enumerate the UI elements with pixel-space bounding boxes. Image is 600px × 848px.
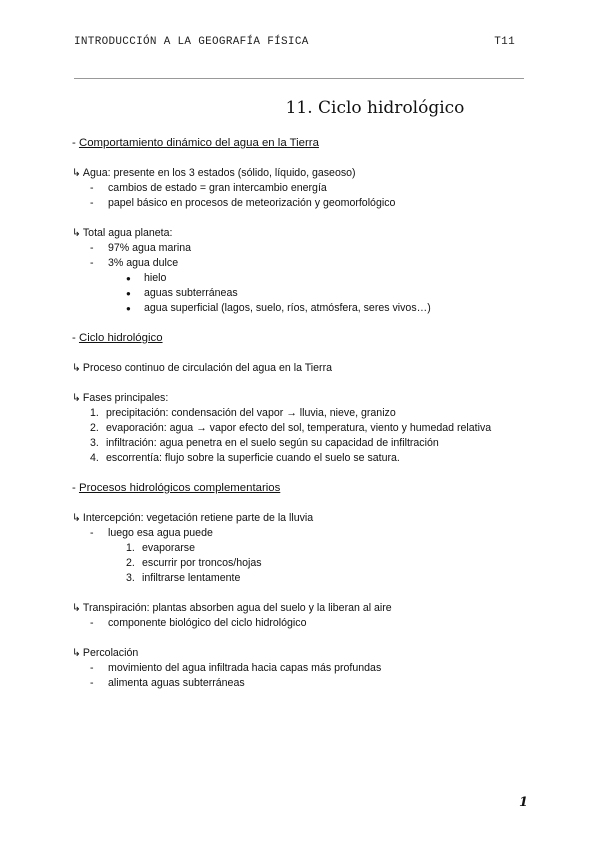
page-title (0, 98, 600, 118)
list-item-total (72, 226, 532, 241)
list-item-text: Intercepción: vegetación retiene parte de la lluvia (82, 512, 314, 524)
list-item-text: componente biológico del ciclo hidrológico (108, 617, 307, 629)
list-item (72, 271, 532, 286)
header-divider (74, 78, 524, 79)
list-item-text: Fases principales: (82, 392, 169, 404)
list-item-text: evaporación: agua → vapor efecto del sol, temperatura, viento y humedad relativa (106, 422, 492, 434)
dash-marker: - (90, 527, 94, 539)
arrow-icon: ↳ (72, 362, 81, 374)
list-item-text: infiltrarse lentamente (142, 572, 241, 584)
list-item-intercepcion (72, 511, 532, 526)
arrow-icon: ↳ (72, 227, 81, 239)
dash-marker: - (90, 242, 94, 254)
list-item-text: escurrir por troncos/hojas (142, 557, 262, 569)
list-number: 2. (126, 557, 135, 569)
arrow-icon: ↳ (72, 647, 81, 659)
list-item (72, 421, 532, 436)
dash-marker: - (90, 182, 94, 194)
list-item (72, 676, 532, 691)
section-heading-ciclo (72, 331, 532, 346)
dash-marker: - (90, 677, 94, 689)
list-item (72, 526, 532, 541)
list-item-text: Agua: presente en los 3 estados (sólido, líquido, gaseoso) (82, 167, 356, 179)
list-item (72, 436, 532, 451)
dash-marker: - (90, 617, 94, 629)
list-item (72, 301, 532, 316)
arrow-icon: ↳ (72, 167, 81, 179)
list-item-text: luego esa agua puede (108, 527, 213, 539)
header-topic-code: T11 (494, 36, 515, 48)
dash-marker: - (90, 662, 94, 674)
list-item (72, 241, 532, 256)
list-item-text: aguas subterráneas (144, 287, 238, 299)
list-item (72, 181, 532, 196)
bullet-icon: ● (126, 274, 131, 283)
list-item-text: movimiento del agua infiltrada hacia capas más profundas (108, 662, 382, 674)
list-item-text: Percolación (82, 647, 139, 659)
section-prefix: - (72, 137, 79, 149)
list-item-text: alimenta aguas subterráneas (108, 677, 245, 689)
list-item (72, 256, 532, 271)
list-item-text: hielo (144, 272, 167, 284)
section-heading-text: Procesos hidrológicos complementarios (78, 482, 281, 494)
section-heading-text: Comportamiento dinámico del agua en la Tierra (78, 137, 319, 149)
list-number: 4. (90, 452, 99, 464)
document-body (72, 136, 532, 691)
list-item-proceso (72, 361, 532, 376)
list-item-text: agua superficial (lagos, suelo, ríos, atmósfera, seres vivos…) (144, 302, 431, 314)
page-number: 1 (518, 795, 528, 810)
list-number: 3. (126, 572, 135, 584)
list-item-text: evaporarse (142, 542, 195, 554)
list-item-text: papel básico en procesos de meteorización y geomorfológico (108, 197, 396, 209)
list-item (72, 661, 532, 676)
dash-marker: - (90, 257, 94, 269)
list-item-text: 97% agua marina (108, 242, 192, 254)
section-heading-procesos (72, 481, 532, 496)
page-title-text: 11. Ciclo hidrológico (285, 98, 465, 118)
section-heading-text: Ciclo hidrológico (78, 332, 163, 344)
list-number: 2. (90, 422, 99, 434)
list-item-text: escorrentía: flujo sobre la superficie cuando el suelo se satura. (106, 452, 400, 464)
header-course-title: INTRODUCCIÓN A LA GEOGRAFÍA FÍSICA (74, 36, 309, 48)
dash-marker: - (90, 197, 94, 209)
list-item-text: cambios de estado = gran intercambio energía (108, 182, 327, 194)
section-prefix: - (72, 482, 79, 494)
list-item (72, 451, 532, 466)
list-item-text: Total agua planeta: (82, 227, 173, 239)
list-number: 1. (126, 542, 135, 554)
list-item-text: Proceso continuo de circulación del agua en la Tierra (82, 362, 332, 374)
list-item (72, 556, 532, 571)
list-item-text: precipitación: condensación del vapor → lluvia, nieve, granizo (106, 407, 396, 419)
list-item (72, 571, 532, 586)
list-item-transpiracion (72, 601, 532, 616)
list-item-percolacion (72, 646, 532, 661)
arrow-icon: ↳ (72, 602, 81, 614)
list-item-agua (72, 166, 532, 181)
section-prefix: - (72, 332, 79, 344)
list-item (72, 541, 532, 556)
list-item-text: Transpiración: plantas absorben agua del suelo y la liberan al aire (82, 602, 392, 614)
arrow-icon: ↳ (72, 512, 81, 524)
list-item (72, 286, 532, 301)
section-heading-comportamiento (72, 136, 532, 151)
bullet-icon: ● (126, 289, 131, 298)
list-item (72, 616, 532, 631)
list-number: 1. (90, 407, 99, 419)
list-item (72, 406, 532, 421)
list-number: 3. (90, 437, 99, 449)
list-item-fases (72, 391, 532, 406)
list-item (72, 196, 532, 211)
bullet-icon: ● (126, 304, 131, 313)
list-item-text: infiltración: agua penetra en el suelo según su capacidad de infiltración (106, 437, 439, 449)
list-item-text: 3% agua dulce (108, 257, 179, 269)
arrow-icon: ↳ (72, 392, 81, 404)
